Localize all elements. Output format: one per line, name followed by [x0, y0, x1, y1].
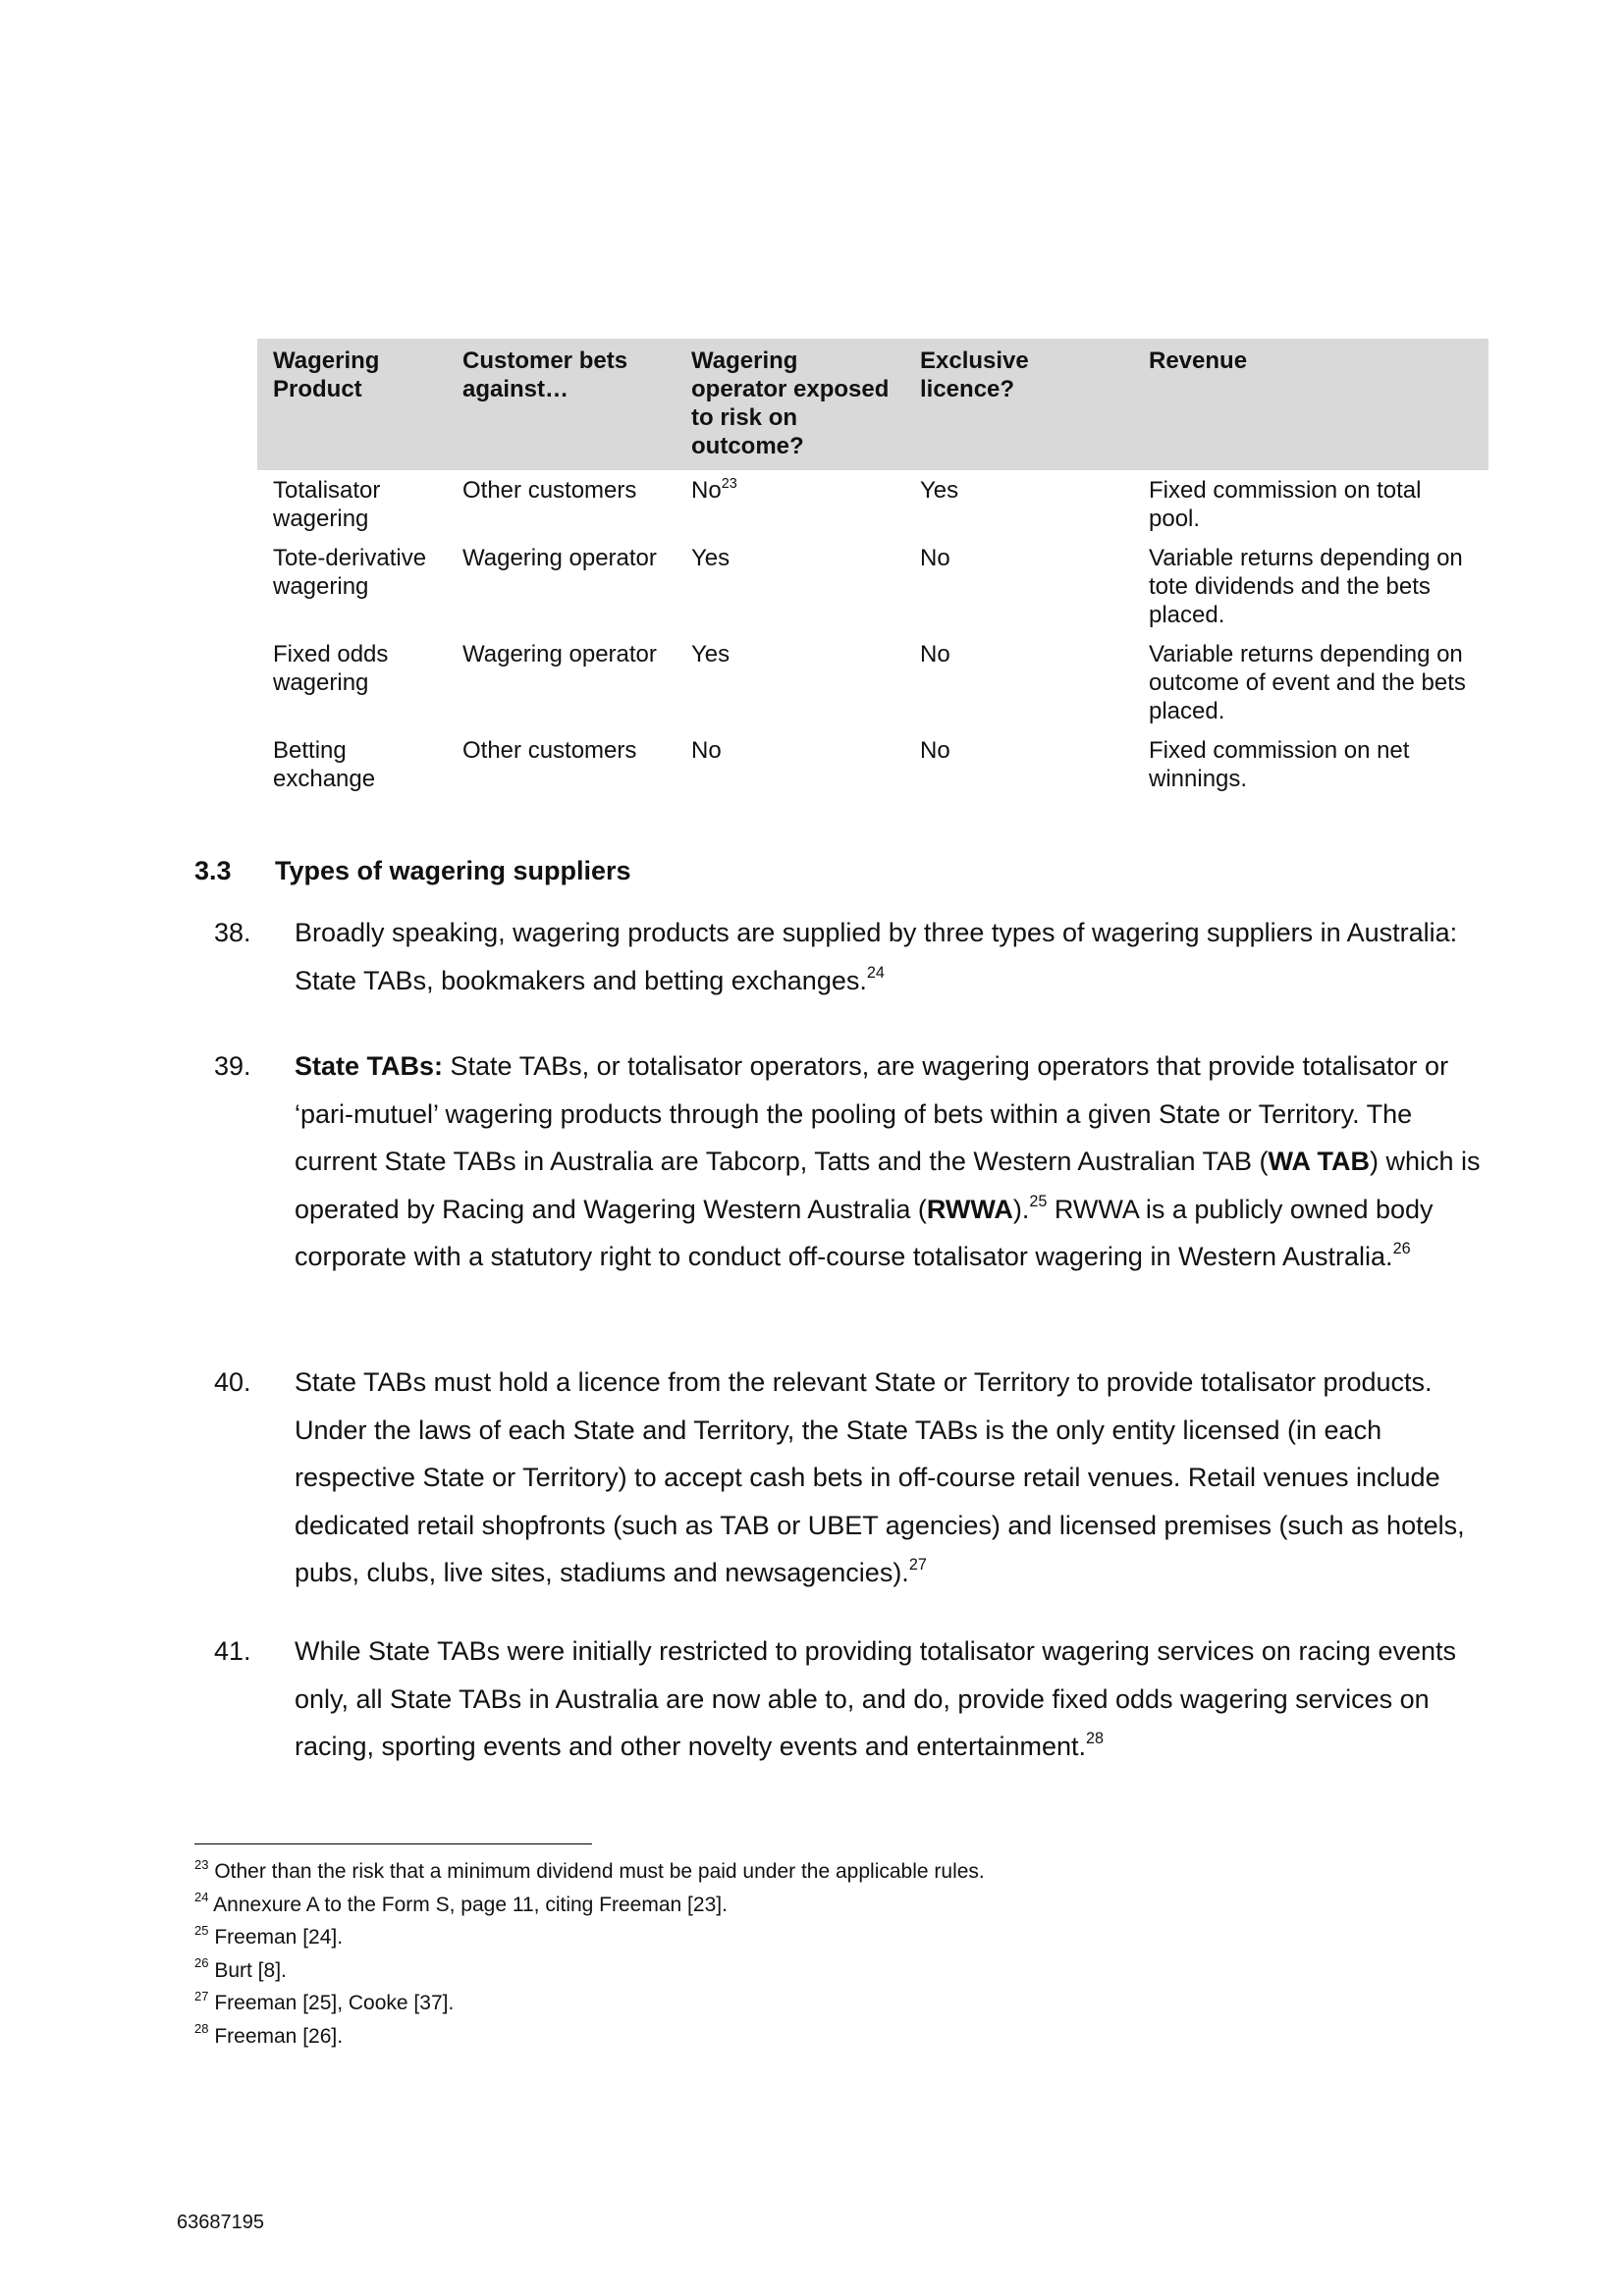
- footnote-ref: 23: [721, 475, 737, 492]
- paragraph-body: State TABs, or totalisator operators, are wagering operators that provide totalisator or ‘pari-mutuel’ wagering products through the pooling of bets within a given State or Territory. The current State TABs in Australia are Tabcorp, Tatts and the Western Australian TAB (: [295, 1051, 1449, 1176]
- footnote: [194, 2020, 985, 2054]
- footnote: [194, 1921, 985, 1954]
- table-cell: No: [920, 737, 950, 764]
- section-number: 3.3: [194, 856, 232, 885]
- footnote-number: 27: [194, 1988, 209, 2003]
- document-number: 63687195: [177, 2212, 264, 2233]
- table-cell: Fixed commission on total pool.: [1149, 477, 1422, 532]
- table-cell: Wagering operator: [462, 545, 657, 571]
- footnote-number: 23: [194, 1856, 209, 1872]
- table-cell: Yes: [691, 545, 731, 571]
- table-cell: Wagering operator: [462, 641, 657, 667]
- section-heading: [194, 856, 631, 886]
- table-cell: Other customers: [462, 737, 637, 764]
- table-cell: Fixed odds wagering: [273, 641, 389, 696]
- paragraph-body: State TABs must hold a licence from the relevant State or Territory to provide totalisator products. Under the laws of each State and Territory, the State TABs is the only entity licensed (in each respective State or Territory) to accept cash bets in off-course retail venues. Retail venues include dedicated retail shopfronts (such as TAB or UBET agencies) and licensed premises (such as hotels, pubs, clubs, live sites, stadiums and newsagencies).: [295, 1367, 1465, 1587]
- table-cell: Fixed commission on net winnings.: [1149, 737, 1410, 792]
- column-header: Revenue: [1133, 339, 1489, 470]
- footnote-ref: 27: [908, 1556, 927, 1575]
- table-cell: No: [691, 737, 722, 764]
- footnote-text: Freeman [26].: [214, 2024, 344, 2048]
- column-header: Customer bets against…: [447, 339, 676, 470]
- table-cell: Yes: [691, 641, 731, 667]
- footnote-ref: 28: [1086, 1730, 1105, 1748]
- section-title: Types of wagering suppliers: [275, 856, 631, 885]
- paragraph-39: [214, 1042, 1490, 1281]
- table-row: [257, 730, 1489, 798]
- footnote-number: 26: [194, 1955, 209, 1971]
- table-cell: Totalisator wagering: [273, 477, 381, 532]
- table-cell: Yes: [920, 477, 959, 504]
- footnote-text: Annexure A to the Form S, page 11, citing Freeman [23].: [213, 1893, 728, 1916]
- table-cell: Betting exchange: [273, 737, 376, 792]
- column-header: Wagering operator exposed to risk on outcome?: [676, 339, 904, 470]
- table-header-row: [257, 339, 1489, 470]
- column-header: Exclusive licence?: [904, 339, 1133, 470]
- paragraph-body: While State TABs were initially restricted to providing totalisator wagering services on racing events only, all State TABs in Australia are now able to, and do, provide fixed odds wagering services on racing, sporting events and other novelty events and entertainment.: [295, 1636, 1457, 1761]
- paragraph-text: [295, 1628, 1490, 1771]
- table-row: [257, 538, 1489, 634]
- footnote: [194, 1954, 985, 1988]
- footnote-ref: 25: [1029, 1192, 1048, 1210]
- table-cell: Variable returns depending on outcome of event and the bets placed.: [1149, 641, 1466, 724]
- footnote: [194, 1987, 985, 2020]
- footnote-text: Freeman [24].: [214, 1926, 344, 1949]
- paragraph-text: [295, 909, 1490, 1004]
- paragraph-number: 40.: [214, 1367, 251, 1397]
- paragraph-38: [214, 909, 1490, 1004]
- table-cell: Tote-derivative wagering: [273, 545, 427, 600]
- paragraph-body: ).: [1012, 1194, 1030, 1224]
- paragraph-text: [295, 1042, 1490, 1281]
- paragraph-lead: State TABs:: [295, 1051, 444, 1081]
- footnote-number: 28: [194, 2021, 209, 2037]
- paragraph-number: 41.: [214, 1636, 251, 1666]
- paragraph-text: [295, 1359, 1490, 1597]
- paragraph-number: 38.: [214, 918, 251, 947]
- footnotes: [194, 1855, 985, 2053]
- table-row: [257, 470, 1489, 538]
- paragraph-41: [214, 1628, 1490, 1771]
- paragraph-body: Broadly speaking, wagering products are supplied by three types of wagering suppliers in Australia: State TABs, bookmakers and betting exchanges.: [295, 918, 1458, 995]
- table-cell: No: [920, 545, 950, 571]
- footnote-ref: 24: [866, 963, 885, 982]
- defined-term: WA TAB: [1268, 1147, 1370, 1176]
- footnote: [194, 1889, 985, 1922]
- table-cell: [676, 470, 904, 538]
- table-row: [257, 634, 1489, 730]
- column-header: Wagering Product: [257, 339, 447, 470]
- footnote-text: Burt [8].: [214, 1958, 287, 1982]
- footnote: [194, 1855, 985, 1889]
- footnote-ref: 26: [1392, 1240, 1411, 1258]
- footnote-number: 25: [194, 1922, 209, 1938]
- table-cell: No: [920, 641, 950, 667]
- wagering-products-table: [257, 339, 1489, 798]
- paragraph-number: 39.: [214, 1051, 251, 1081]
- paragraph-body: RWWA is a publicly owned body corporate with a statutory right to conduct off-course totalisator wagering in Western Australia.: [295, 1194, 1434, 1271]
- defined-term: RWWA: [926, 1194, 1013, 1224]
- footnote-text: Freeman [25], Cooke [37].: [214, 1992, 455, 2014]
- paragraph-body: ) which is operated by Racing and Wagering Western Australia (: [295, 1147, 1481, 1224]
- footnote-separator: [194, 1843, 592, 1844]
- table-cell: Other customers: [462, 477, 637, 504]
- paragraph-40: [214, 1359, 1490, 1597]
- table-cell: Variable returns depending on tote dividends and the bets placed.: [1149, 545, 1463, 628]
- footnote-text: Other than the risk that a minimum dividend must be paid under the applicable rules.: [214, 1860, 985, 1883]
- cell-text: No: [691, 477, 722, 504]
- footnote-number: 24: [194, 1890, 209, 1905]
